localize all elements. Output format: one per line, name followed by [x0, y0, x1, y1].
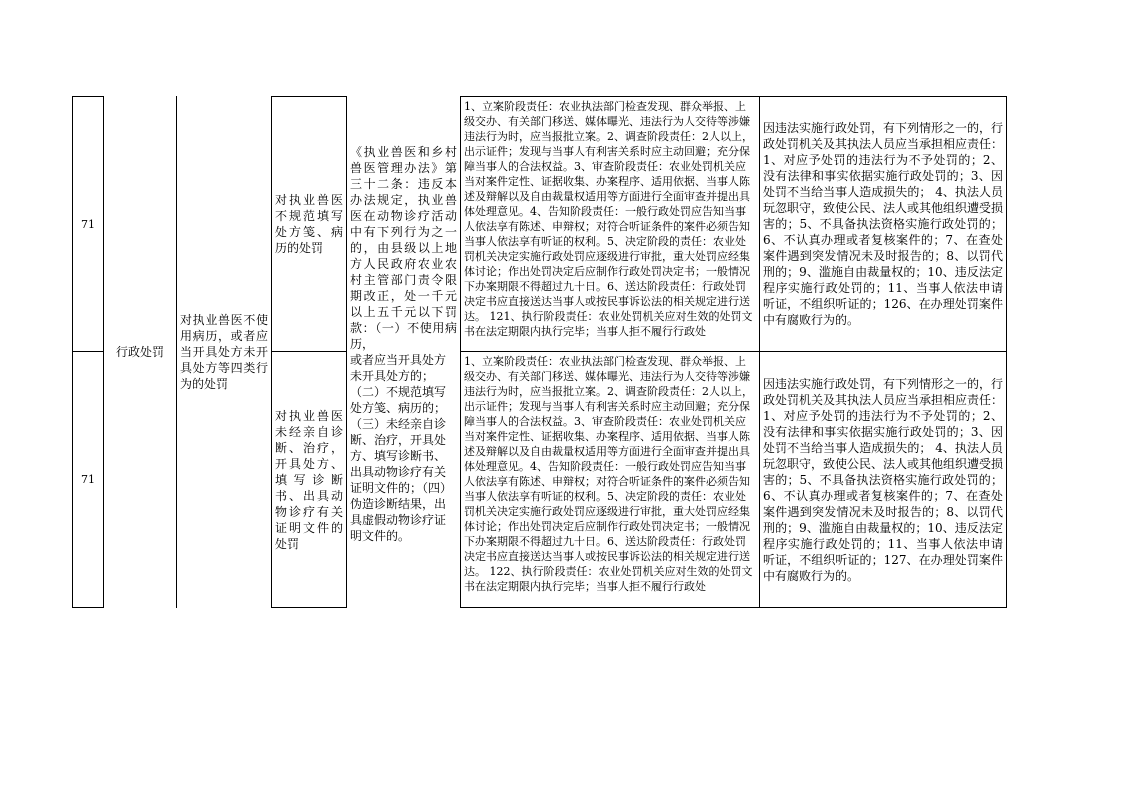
row-1-responsibility: 1、立案阶段责任：农业执法部门检查发现、群众举报、上级交办、有关部门移送、媒体曝光、违法行为人交待等涉嫌违法行为时，应当报批立案。2、调查阶段责任：2人以上，出示证件；发现与当事人有利害关系时应主动回避；充分保障当事人的合法权益。3、审查阶段责任：农业处罚机关应当对案件定性、证据收集、办案程序、适用依据、当事人陈述及辩解以及自由裁量权适用等方面进行全面审查并提出具体处理意见。4、告知阶段责任：一般行政处罚应告知当事人依法享有陈述、申辩权；对符合听证条件的案件必须告知当事人依法享有听证的权利。5、决定阶段的责任：农业处罚机关决定实施行政处罚应逐级进行审批，重大处罚应经集体讨论；作出处罚决定后应制作行政处罚决定书；一般情况下办案期限不得超过九十日。6、送达阶段责任：行政处罚决定书应直接送达当事人或按民事诉讼法的相关规定进行送达。 121、执行阶段责任：农业处罚机关应对生效的处罚文书在法定期限内执行完毕；当事人拒不履行行政处: [464, 100, 753, 338]
row-2-accountability: 因违法实施行政处罚，有下列情形之一的，行政处罚机关及其执法人员应当承担相应责任：1、对应予处罚的违法行为不予处罚的；2、没有法律和事实依据实施行政处罚的；3、因处罚不当给当事人造成损失的； 4、执法人员玩忽职守，致使公民、法人或其他组织遭受损害的；5、不具备执法资格实施行政处罚的；6、不认真办理或者复核案件的；7、在查处案件遇到突发情况未及时报告的；8、以罚代刑的；9、滥施自由裁量权的；10、违反法定程序实施行政处罚的；11、当事人依法申请听证，不组织听证的；127、在办理处罚案件中有腐败行为的。: [763, 376, 1004, 583]
row-2-index: 71: [81, 473, 95, 486]
row-2-responsibility: 1、立案阶段责任：农业执法部门检查发现、群众举报、上级交办、有关部门移送、媒体曝光、违法行为人交待等涉嫌违法行为时，应当报批立案。2、调查阶段责任：2人以上，出示证件；发现与当事人有利害关系时应主动回避；充分保障当事人的合法权益。3、审查阶段责任：农业处罚机关应当对案件定性、证据收集、办案程序、适用依据、当事人陈述及辩解以及自由裁量权适用等方面进行全面审查并提出具体处理意见。4、告知阶段责任：一般行政处罚应告知当事人依法享有陈述、申辩权；对符合听证条件的案件必须告知当事人依法享有听证的权利。5、决定阶段的责任：农业处罚机关决定实施行政处罚应逐级进行审批，重大处罚应经集体讨论；作出处罚决定后应制作行政处罚决定书；一般情况下办案期限不得超过九十日。6、送达阶段责任：行政处罚决定书应直接送达当事人或按民事诉讼法的相关规定进行送达。 122、执行阶段责任：农业处罚机关应对生效的处罚文书在法定期限内执行完毕；当事人拒不履行行政处: [464, 355, 753, 593]
row-2-index-cell: [72, 352, 104, 608]
sub-item-text: 对执业兽医不使用病历，或者应当开具处方未开具处方等四类行为的处罚: [180, 313, 268, 391]
basis-bottom-text: 或者应当开具处方未开具处方的；（二）不规范填写处方笺、病历的；（三）未经亲自诊断、治疗，开具处方、填写诊断书、出具动物诊疗有关证明文件的；（四）伪造诊断结果，出具虚假动物诊疗证明文件的。: [350, 353, 453, 543]
row-1-item-name-cell: [272, 96, 346, 352]
basis-top-cell: [346, 96, 460, 352]
row-1-index-cell: [72, 96, 104, 352]
category-text: 行政处罚: [115, 345, 164, 359]
row-2-item-name-cell: [272, 352, 346, 608]
row-1-responsibility-cell: [460, 96, 760, 352]
row-2-item-name: 对执业兽医未经亲自诊断、治疗，开具处方、填写诊断书、出具动物诊疗有关证明文件的处罚: [275, 408, 343, 551]
basis-bottom-cell: [346, 352, 460, 608]
row-1-item-name: 对执业兽医不规范填写处方笺、病历的处罚: [275, 193, 343, 255]
row-1-accountability-cell: [760, 96, 1007, 352]
row-1-index: 71: [81, 217, 95, 231]
sub-item-cell: [176, 96, 272, 608]
row-2-responsibility-cell: [460, 352, 760, 608]
row-2-accountability-cell: [760, 352, 1007, 608]
category-cell: [104, 96, 176, 608]
basis-top-text: 《执业兽医和乡村兽医管理办法》第三十二条：违反本办法规定，执业兽医在动物诊疗活动中有下列行为之一的，由县级以上地方人民政府农业农村主管部门责令限期改正，处一千元以上五千元以下罚款：（一）不使用病历，: [350, 145, 457, 351]
row-1-accountability: 因违法实施行政处罚，有下列情形之一的，行政处罚机关及其执法人员应当承担相应责任：1、对应予处罚的违法行为不予处罚的；2、没有法律和事实依据实施行政处罚的；3、因处罚不当给当事人造成损失的； 4、执法人员玩忽职守，致使公民、法人或其他组织遭受损害的；5、不具备执法资格实施行政处罚的；6、不认真办理或者复核案件的；7、在查处案件遇到突发情况未及时报告的；8、以罚代刑的；9、滥施自由裁量权的；10、违反法定程序实施行政处罚的；11、当事人依法申请听证，不组织听证的；126、在办理处罚案件中有腐败行为的。: [763, 121, 1004, 327]
